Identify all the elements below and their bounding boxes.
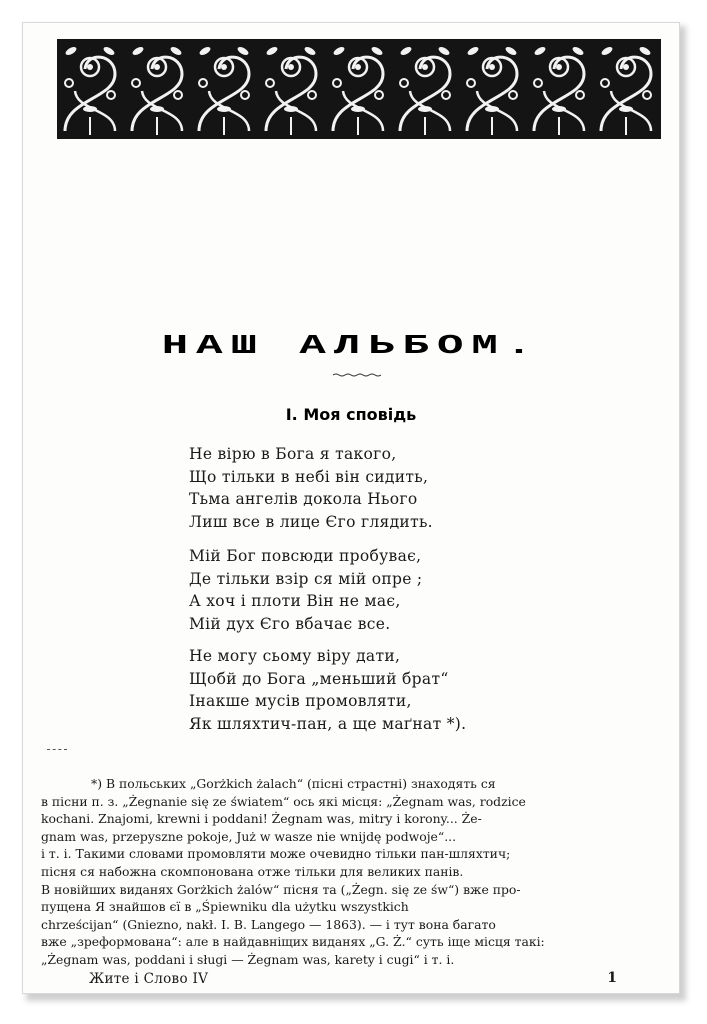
poem-line: Тьма ангелів докола Нього [189, 490, 418, 508]
journal-name: Жите і Слово IV [89, 971, 209, 987]
poem-line: Щобй до Бога „меньший брат“ [189, 669, 449, 688]
poem-line: Мій дух Єго вбачає все. [189, 614, 391, 633]
decorative-rule-icon [333, 373, 381, 377]
poem-line: Де тільки взір ся мій опре ; [189, 569, 423, 588]
footnote-line: kochani. Znajomi, krewni i poddani! Żegnam was, mitry i korony... Że- [41, 811, 482, 827]
footnote-line: chrześcijan“ (Gniezno, nakł. I. B. Langego — 1863). — і тут вона багато [41, 916, 496, 932]
footnote [41, 775, 661, 969]
poem-stanza-2 [189, 545, 519, 635]
page-title: НАШ АЛЬБОМ. [161, 330, 541, 362]
page [22, 22, 680, 994]
footnote-line: В новійших виданях Gorżkich żalów“ пісня та („Żegn. się ze św“) вже про- [41, 881, 521, 897]
footnote-line: „Żegnam was, poddani i sługi — Żegnam was, karety i cugi“ і т. і. [41, 951, 455, 967]
poem-line: Лиш все в лице Єго глядить. [189, 512, 433, 531]
footnote-line: в пісни п. з. „Żegnanie się ze światem“ ось які місця: „Żegnam was, rodzice [41, 793, 526, 809]
footnote-line: *) В польських „Gorżkich żalach“ (пісні страстні) знаходять ся [91, 776, 496, 791]
footnote-line: і т. і. Такими словами промовляти може очевидно тільки пан-шляхтич; [41, 846, 511, 862]
poem-line: А хоч і плоти Він не має, [189, 592, 401, 610]
poem-line: Не вірю в Бога я такого, [189, 445, 397, 463]
footnote-line: вже „зреформована“: але в найдавніщих виданях „G. Ż.“ суть іще місця такі: [41, 934, 545, 950]
poem-heading: І. Моя сповідь [285, 405, 417, 424]
poem-line: Інакше мусів промовляти, [189, 692, 412, 710]
footnote-line: пущена Я знайшов єї в „Śpiewniku dla użytku wszystkich [41, 899, 409, 915]
footnote-line: пісня ся набожна скомпонована отже тільки для великих панів. [41, 863, 464, 879]
footnote-line: gnam was, przepyszne pokoje, Już w wasze nie wnijdę podwoje“... [41, 828, 457, 844]
ornamental-header-band [57, 39, 661, 139]
footnote-separator [47, 749, 67, 751]
poem-line: Як шляхтич-пан, а ще маґнат *). [189, 714, 467, 733]
poem-line: Що тільки в небі він сидить, [189, 467, 429, 486]
poem-line: Не могу сьому віру дати, [189, 647, 401, 665]
floral-ornament-icon [57, 39, 661, 139]
poem-stanza-1 [189, 443, 519, 533]
page-number: 1 [607, 970, 617, 986]
poem-stanza-3 [189, 645, 519, 735]
poem-line: Мій Бог повсюди пробуває, [189, 547, 422, 565]
